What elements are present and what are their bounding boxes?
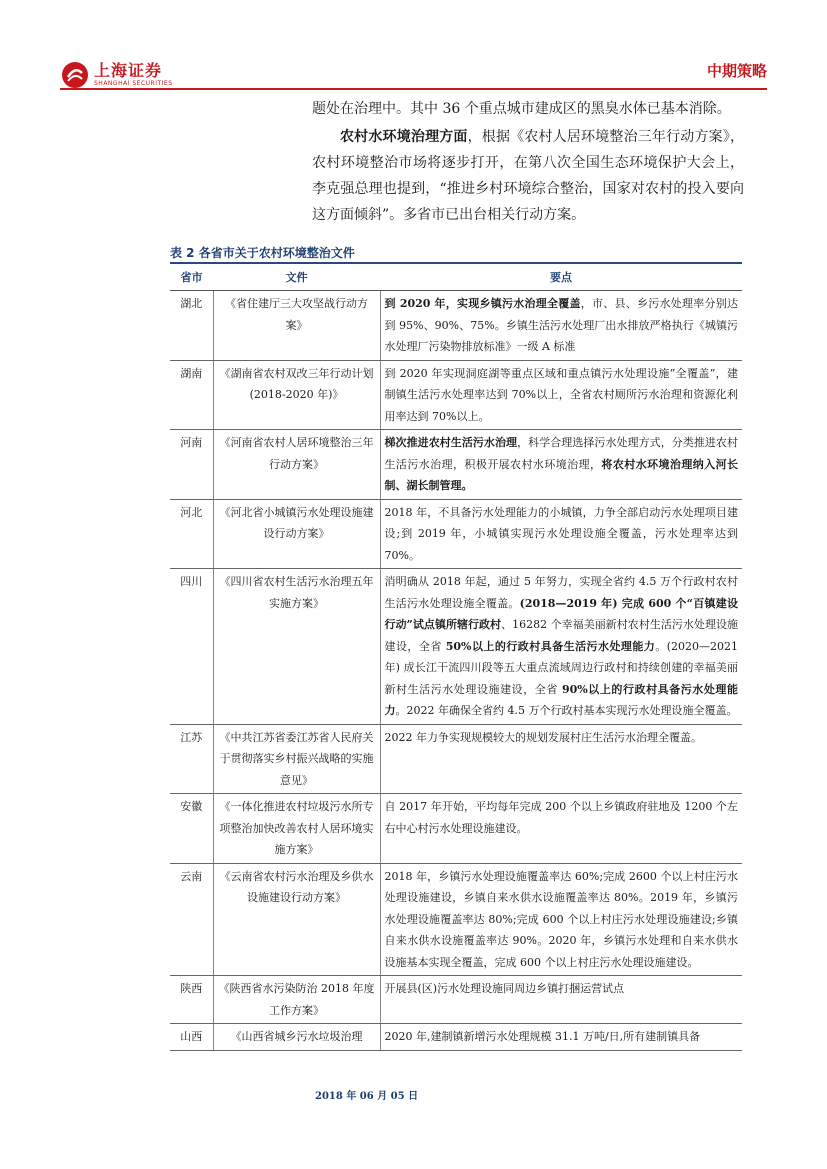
key-point-bold: (2018—2019 年) 完成 600 个“百镇建设行动”试点镇所辖行政村 — [384, 596, 738, 631]
key-point-text: ，市、县、乡污水处理率分别达到 95%、90%、75%。乡镇生活污水处理厂出水排放严格执行《城镇污水处理厂污染物排放标准》一级 A 标准 — [384, 297, 739, 353]
key-points-cell — [380, 569, 742, 725]
key-point-text: 。2022 年确保全省约 4.5 万个行政村基本实现污水处理设施全覆盖。 — [395, 704, 738, 717]
key-point-bold: 到 2020 年，实现乡镇污水治理全覆盖 — [384, 297, 581, 310]
key-points-cell — [380, 863, 742, 976]
key-points-cell — [380, 430, 742, 500]
key-point-text: 2020 年,建制镇新增污水处理规模 31.1 万吨/日,所有建制镇具备 — [384, 1030, 701, 1043]
key-points-cell — [380, 360, 742, 430]
key-point-bold: 50%以上的行政村具备生活污水处理能力 — [445, 639, 656, 653]
table-header-row — [170, 263, 742, 291]
table-row — [170, 291, 742, 361]
document-cell: 《湖南省农村双改三年行动计划(2018-2020 年)》 — [213, 360, 380, 430]
key-points-cell — [380, 794, 742, 864]
key-point-text: 自 2017 年开始，平均每年完成 200 个以上乡镇政府驻地及 1200 个左右中心村污水处理设施建设。 — [384, 800, 738, 835]
table-row — [170, 863, 742, 976]
document-cell: 《省住建厅三大攻坚战行动方案》 — [213, 291, 380, 361]
header-divider — [60, 88, 767, 90]
document-cell: 《中共江苏省委江苏省人民府关于贯彻落实乡村振兴战略的实施意见》 — [213, 724, 380, 794]
province-cell: 安徽 — [170, 794, 213, 864]
key-points-cell — [380, 1024, 742, 1051]
province-cell: 山西 — [170, 1024, 213, 1051]
paragraph-lead-bold: 农村水环境治理方面 — [340, 129, 468, 145]
key-point-text: ，科学合理选择污水处理方式，分类推进农村生活污水治理，积极开展农村水环境治理， — [384, 436, 739, 471]
document-cell: 《一体化推进农村垃圾污水所专项整治加快改善农村人居环境实施方案》 — [213, 794, 380, 864]
province-cell: 河北 — [170, 499, 213, 569]
header-key-points: 要点 — [380, 263, 742, 291]
key-point-bold: 梯次推进农村生活污水治理 — [384, 436, 518, 449]
document-cell: 《河北省小城镇污水处理设施建设行动方案》 — [213, 499, 380, 569]
table-row — [170, 430, 742, 500]
table-row — [170, 1024, 742, 1051]
key-point-text: 开展县(区)污水处理设施同周边乡镇打捆运营试点 — [384, 982, 625, 995]
table-caption: 表 2 各省市关于农村环境整治文件 — [170, 246, 355, 260]
body-paragraph-2 — [312, 124, 744, 228]
key-point-text: 。(2020—2021 年) 成长江干流四川段等五大重点流域周边行政村和持续创建的幸福美丽新村生活污水处理设施建设，全省 — [384, 639, 739, 696]
key-points-cell — [380, 499, 742, 569]
header-document: 文件 — [213, 263, 380, 291]
table-row — [170, 499, 742, 569]
key-points-cell — [380, 291, 742, 361]
key-point-text: 2018 年，乡镇污水处理设施覆盖率达 60%;完成 2600 个以上村庄污水处理设施建设，乡镇自来水供水设施覆盖率达 80%。2019 年，乡镇污水处理设施覆盖率达 80%;完成 600 个以上村庄污水处理设施建设;乡镇自来水供水设施覆盖率达 90%。2020 年，乡镇污水处理和自来水供水设施基本实现全覆盖，完成 600 个以上村庄污水处理设施建设。 — [384, 869, 738, 969]
table-row — [170, 569, 742, 725]
body-paragraph-1: 题处在治理中。其中 36 个重点城市建成区的黑臭水体已基本消除。 — [312, 101, 731, 117]
key-points-cell — [380, 976, 742, 1024]
province-cell: 湖南 — [170, 360, 213, 430]
logo-subtitle: SHANGHAI SECURITIES — [94, 80, 173, 87]
key-point-bold: 90%以上的行政村具备污水处理能力 — [384, 682, 738, 717]
document-cell: 《四川省农村生活污水治理五年实施方案》 — [213, 569, 380, 725]
table-row — [170, 976, 742, 1024]
logo-name: 上海证券 — [94, 61, 163, 80]
key-point-text: 2022 年力争实现规模较大的规划发展村庄生活污水治理全覆盖。 — [384, 730, 702, 744]
key-point-text: 2018 年，不具备污水处理能力的小城镇，力争全部启动污水处理项目建设;到 2019 年，小城镇实现污水处理设施全覆盖，污水处理率达到 70%。 — [384, 505, 738, 562]
province-cell: 江苏 — [170, 724, 213, 794]
company-logo — [60, 58, 173, 92]
key-point-text: 消明确从 2018 年起，通过 5 年努力，实现全省约 4.5 万个行政村农村生活污水处理设施全覆盖。 — [384, 575, 738, 610]
document-cell: 《陕西省水污染防治 2018 年度工作方案》 — [213, 976, 380, 1024]
province-cell: 云南 — [170, 863, 213, 976]
province-cell: 四川 — [170, 569, 213, 725]
province-cell: 河南 — [170, 430, 213, 500]
paragraph-text: ，根据《农村人居环境整治三年行动方案》，农村环境整治市场将逐步打开，在第八次全国生态环境保护大会上，李克强总理也提到，“推进乡村环境综合整治，国家对农村的投入要向这方面倾斜”。多省市已出台相关行动方案。 — [312, 129, 745, 223]
document-cell: 《河南省农村人居环境整治三年行动方案》 — [213, 430, 380, 500]
document-cell: 《山西省城乡污水垃圾治理 — [213, 1024, 380, 1051]
document-cell: 《云南省农村污水治理及乡供水设施建设行动方案》 — [213, 863, 380, 976]
table-row — [170, 724, 742, 794]
key-point-bold: 将农村水环境治理纳入河长制、湖长制管理。 — [384, 457, 739, 492]
key-point-text: 到 2020 年实现洞庭湖等重点区域和重点镇污水处理设施”全覆盖”，建制镇生活污水处理率达到 70%以上，全省农村厕所污水治理和资源化利用率达到 70%以上。 — [384, 366, 738, 423]
key-points-cell — [380, 724, 742, 794]
table-body — [170, 291, 742, 1051]
footer-date: 2018 年 06 月 05 日 — [315, 1091, 419, 1102]
brand-emblem-icon — [60, 60, 90, 90]
province-cell: 湖北 — [170, 291, 213, 361]
table-row — [170, 360, 742, 430]
policy-table — [170, 262, 742, 1051]
key-point-text: 、16282 个幸福美丽新村农村生活污水处理设施建设，全省 — [384, 618, 738, 653]
header-province: 省市 — [170, 263, 213, 291]
table-row — [170, 794, 742, 864]
report-section-title: 中期策略 — [706, 62, 767, 80]
province-cell: 陕西 — [170, 976, 213, 1024]
